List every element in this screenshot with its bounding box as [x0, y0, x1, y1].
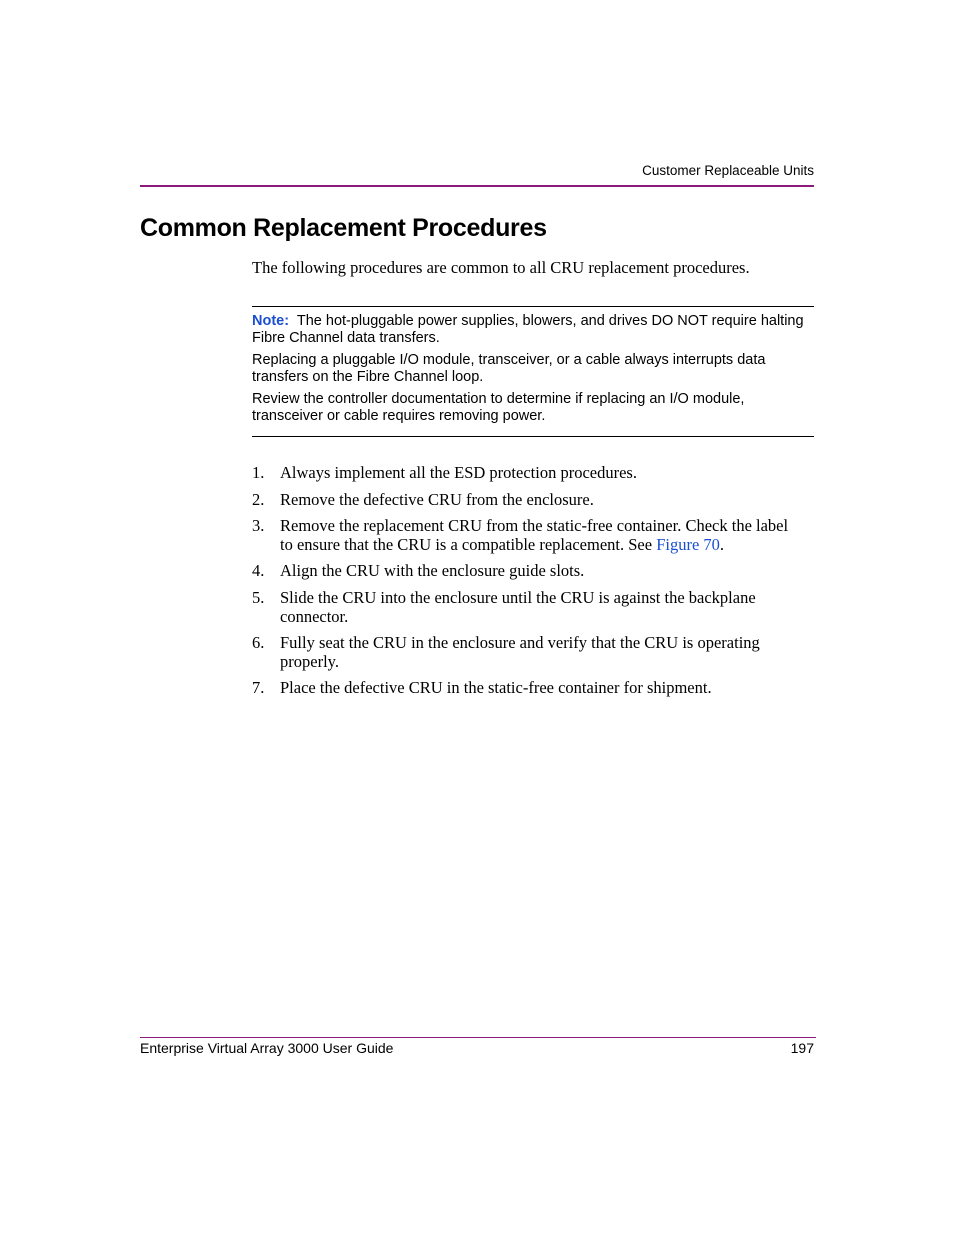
step-number: 2.	[252, 490, 265, 509]
step-text: Align the CRU with the enclosure guide slots.	[280, 561, 585, 580]
step-text	[280, 633, 814, 671]
figure-70-link[interactable]: Figure 70	[656, 535, 720, 554]
note-box	[252, 306, 814, 437]
step-line-1: Slide the CRU into the enclosure until the CRU is against the backplane	[280, 588, 756, 607]
page-number: 197	[790, 1040, 814, 1056]
step-line-2-end: .	[719, 535, 725, 554]
note-p2-line-2: transfers on the Fibre Channel loop.	[252, 369, 484, 385]
note-paragraph-2	[252, 352, 814, 386]
intro-paragraph: The following procedures are common to all CRU replacement procedures.	[252, 258, 750, 277]
note-paragraph-1	[252, 313, 814, 347]
note-p3-line-1: Review the controller documentation to determine if replacing an I/O module,	[252, 391, 745, 407]
page-title: Common Replacement Procedures	[140, 214, 547, 242]
note-paragraph-3	[252, 391, 814, 425]
note-p3-line-2: transceiver or cable requires removing power.	[252, 408, 546, 424]
footer-rule	[140, 1037, 816, 1038]
step-number: 7.	[252, 678, 265, 697]
footer-guide-title: Enterprise Virtual Array 3000 User Guide	[140, 1040, 394, 1056]
step-line-2: to ensure that the CRU is a compatible replacement. See	[280, 535, 657, 554]
step-number: 4.	[252, 561, 265, 580]
step-text: Place the defective CRU in the static-free container for shipment.	[280, 678, 712, 697]
note-text-line-2: Fibre Channel data transfers.	[252, 330, 440, 346]
step-text: Always implement all the ESD protection procedures.	[280, 463, 637, 482]
note-label: Note:	[252, 313, 290, 329]
step-line-1: Remove the replacement CRU from the static-free container. Check the label	[280, 516, 789, 535]
header-rule	[140, 185, 814, 187]
step-line-2: connector.	[280, 607, 349, 626]
step-number: 5.	[252, 588, 265, 607]
step-line-1: Fully seat the CRU in the enclosure and verify that the CRU is operating	[280, 633, 760, 652]
note-text-line-1: The hot-pluggable power supplies, blowers, and drives DO NOT require halting	[296, 313, 804, 329]
step-line-2: properly.	[280, 652, 339, 671]
step-text	[280, 588, 814, 626]
step-number: 6.	[252, 633, 265, 652]
running-header: Customer Replaceable Units	[642, 163, 814, 178]
step-number: 1.	[252, 463, 265, 482]
step-text	[280, 516, 814, 554]
note-p2-line-1: Replacing a pluggable I/O module, transceiver, or a cable always interrupts data	[252, 352, 766, 368]
step-number: 3.	[252, 516, 265, 535]
step-text: Remove the defective CRU from the enclosure.	[280, 490, 594, 509]
